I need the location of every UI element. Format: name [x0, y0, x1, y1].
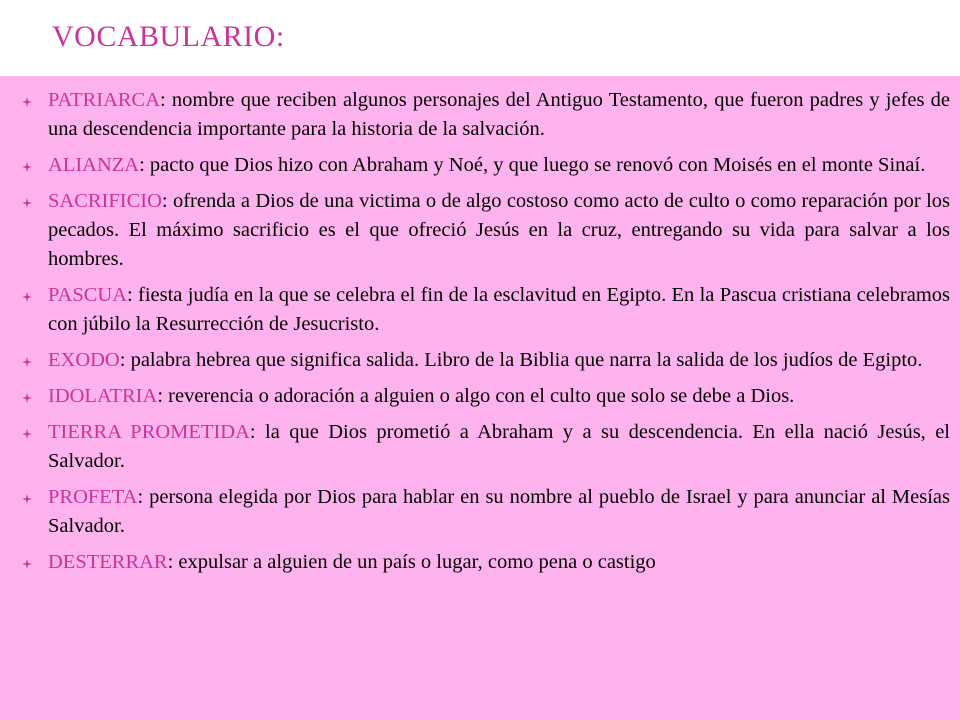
diamond-bullet-icon: [22, 292, 32, 302]
diamond-bullet-icon: [22, 198, 32, 208]
term-definition: : ofrenda a Dios de una victima o de algo costoso como acto de culto o como reparación por los pecados. El máximo sacrificio es el que ofreció Jesús en la cruz, entregando su vida para salvar a los hombres.: [48, 190, 950, 270]
term-label: PASCUA: [48, 284, 128, 306]
term-label: DESTERRAR: [48, 551, 168, 573]
term-definition: : la que Dios prometió a Abraham y a su descendencia. En ella nació Jesús, el Salvador.: [48, 421, 950, 472]
term-definition: : pacto que Dios hizo con Abraham y Noé, y que luego se renovó con Moisés en el monte Sinaí.: [139, 154, 926, 176]
list-item: [48, 187, 950, 274]
term-label: PATRIARCA: [48, 89, 161, 111]
term-label: IDOLATRIA: [48, 385, 158, 407]
diamond-bullet-icon: [22, 162, 32, 172]
term-definition: : expulsar a alguien de un país o lugar, como pena o castigo: [167, 551, 656, 573]
term-label: PROFETA: [48, 486, 138, 508]
page-title: VOCABULARIO:: [52, 20, 285, 53]
diamond-bullet-icon: [22, 393, 32, 403]
list-item: [48, 418, 950, 476]
diamond-bullet-icon: [22, 97, 32, 107]
diamond-bullet-icon: [22, 357, 32, 367]
term-definition: : persona elegida por Dios para hablar en su nombre al pueblo de Israel y para anunciar al Mesías Salvador.: [48, 486, 950, 537]
vocabulary-list: [48, 86, 950, 584]
term-label: ALIANZA: [48, 154, 140, 176]
vocabulary-panel: [0, 76, 960, 720]
list-item: [48, 86, 950, 144]
list-item: [48, 346, 950, 375]
list-item: [48, 281, 950, 339]
list-item: [48, 151, 950, 180]
term-label: TIERRA PROMETIDA: [48, 421, 250, 443]
diamond-bullet-icon: [22, 559, 32, 569]
term-label: SACRIFICIO: [48, 190, 162, 212]
list-item: [48, 483, 950, 541]
list-item: [48, 548, 950, 577]
term-definition: : palabra hebrea que significa salida. Libro de la Biblia que narra la salida de los judíos de Egipto.: [119, 349, 923, 371]
diamond-bullet-icon: [22, 429, 32, 439]
term-label: EXODO: [48, 349, 120, 371]
list-item: [48, 382, 950, 411]
diamond-bullet-icon: [22, 494, 32, 504]
term-definition: : reverencia o adoración a alguien o algo con el culto que solo se debe a Dios.: [157, 385, 795, 407]
term-definition: : nombre que reciben algunos personajes del Antiguo Testamento, que fueron padres y jefes de una descendencia importante para la historia de la salvación.: [48, 89, 950, 140]
term-definition: : fiesta judía en la que se celebra el fin de la esclavitud en Egipto. En la Pascua cristiana celebramos con júbilo la Resurrección de Jesucristo.: [48, 284, 950, 335]
